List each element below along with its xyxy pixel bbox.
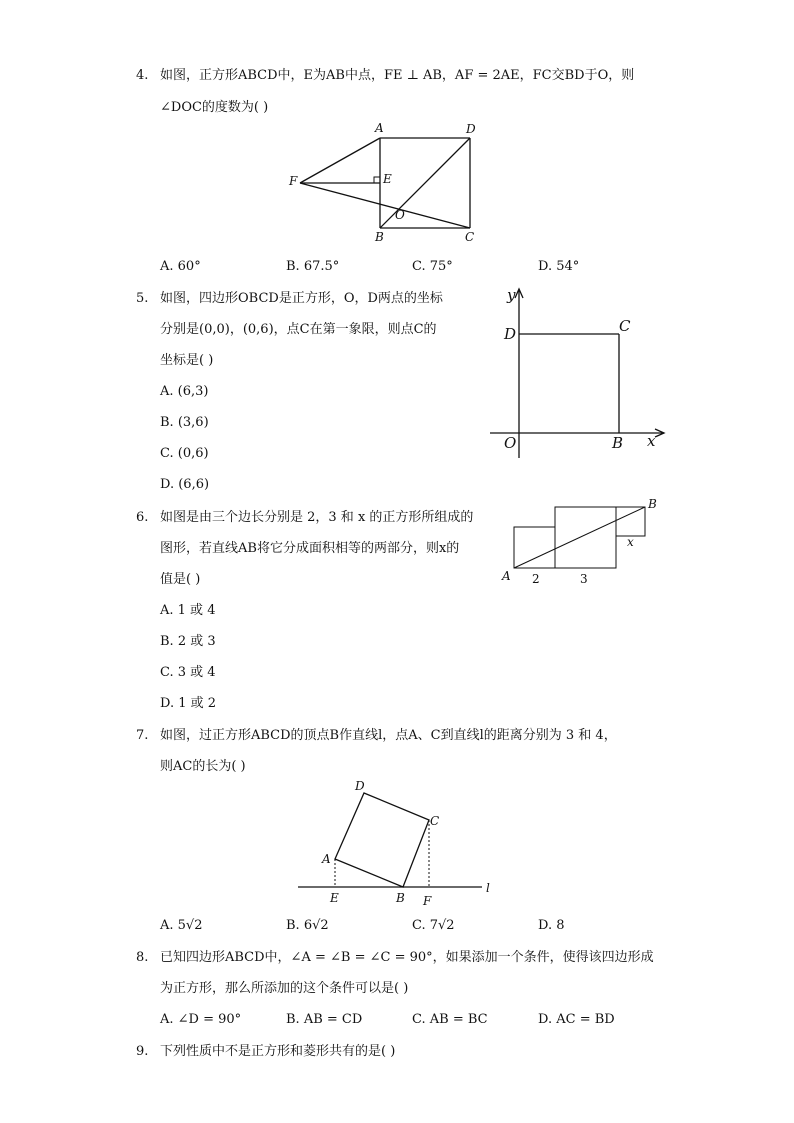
q5-option-c[interactable]: C. (0,6) bbox=[160, 446, 209, 461]
q5-stem-line3: 坐标是( ) bbox=[160, 353, 214, 368]
q5-label-x: x bbox=[647, 432, 656, 450]
q4-label-D: D bbox=[466, 122, 476, 136]
q7-stem-line1: 如图，过正方形ABCD的顶点B作直线l，点A、C到直线l的距离分别为 3 和 4， bbox=[160, 728, 617, 743]
q7-label-B: B bbox=[396, 891, 405, 905]
q9-number: 9. bbox=[136, 1044, 149, 1059]
q6-option-a[interactable]: A. 1 或 4 bbox=[160, 603, 216, 618]
q4-option-b[interactable]: B. 67.5° bbox=[286, 259, 340, 274]
q8-option-d[interactable]: D. AC = BD bbox=[538, 1012, 615, 1027]
q4-option-a[interactable]: A. 60° bbox=[160, 259, 201, 274]
q7-option-a[interactable]: A. 5√2 bbox=[160, 918, 203, 933]
q7-number: 7. bbox=[136, 728, 149, 743]
q9-stem-line1: 下列性质中不是正方形和菱形共有的是( ) bbox=[160, 1044, 396, 1059]
q5-stem-line2: 分别是(0,0)，(0,6)，点C在第一象限，则点C的 bbox=[160, 322, 437, 337]
q7-label-F: F bbox=[423, 894, 432, 908]
q6-number: 6. bbox=[136, 510, 149, 525]
q5-option-a[interactable]: A. (6,3) bbox=[160, 384, 209, 399]
q6-label-B: B bbox=[648, 497, 657, 511]
q8-stem-line2: 为正方形，那么所添加的这个条件可以是( ) bbox=[160, 981, 409, 996]
q8-option-b[interactable]: B. AB = CD bbox=[286, 1012, 363, 1027]
q4-option-d[interactable]: D. 54° bbox=[538, 259, 580, 274]
q4-label-A: A bbox=[375, 121, 384, 135]
q6-option-c[interactable]: C. 3 或 4 bbox=[160, 665, 216, 680]
q7-stem-line2: 则AC的长为( ) bbox=[160, 759, 246, 774]
q4-label-O: O bbox=[395, 208, 405, 222]
q4-stem-line2: ∠DOC的度数为( ) bbox=[160, 100, 269, 115]
q7-label-l: l bbox=[486, 881, 490, 895]
q4-number: 4. bbox=[136, 68, 149, 83]
q8-option-a[interactable]: A. ∠D = 90° bbox=[160, 1012, 242, 1027]
q8-option-c[interactable]: C. AB = BC bbox=[412, 1012, 488, 1027]
q7-square-ABCD bbox=[335, 793, 429, 887]
q6-option-d[interactable]: D. 1 或 2 bbox=[160, 696, 217, 711]
q7-label-A: A bbox=[322, 852, 331, 866]
q4-label-F: F bbox=[289, 174, 298, 188]
q6-stem-line1: 如图是由三个边长分别是 2，3 和 x 的正方形所组成的 bbox=[160, 510, 474, 525]
q5-label-D: D bbox=[504, 325, 517, 343]
q4-label-B: B bbox=[375, 230, 384, 244]
q8-stem-line1: 已知四边形ABCD中，∠A = ∠B = ∠C = 90°，如果添加一个条件，使得该四边形成 bbox=[160, 950, 654, 965]
q6-stem-line3: 值是( ) bbox=[160, 572, 201, 587]
q6-label-2: 2 bbox=[532, 572, 540, 586]
q7-label-D: D bbox=[355, 779, 365, 793]
q5-label-y: y bbox=[507, 286, 516, 304]
q5-number: 5. bbox=[136, 291, 149, 306]
q6-label-x: x bbox=[627, 535, 634, 549]
q6-option-b[interactable]: B. 2 或 3 bbox=[160, 634, 216, 649]
q4-stem-line1: 如图，正方形ABCD中，E为AB中点，FE ⊥ AB，AF = 2AE，FC交BD于O，则 bbox=[160, 68, 635, 83]
q7-option-b[interactable]: B. 6√2 bbox=[286, 918, 329, 933]
q5-stem-line1: 如图，四边形OBCD是正方形，O，D两点的坐标 bbox=[160, 291, 443, 306]
q5-label-C: C bbox=[619, 317, 631, 335]
q6-label-A: A bbox=[502, 569, 511, 583]
q4-label-E: E bbox=[383, 172, 392, 186]
q7-option-c[interactable]: C. 7√2 bbox=[412, 918, 455, 933]
q5-option-b[interactable]: B. (3,6) bbox=[160, 415, 209, 430]
q7-option-d[interactable]: D. 8 bbox=[538, 918, 565, 933]
q6-stem-line2: 图形，若直线AB将它分成面积相等的两部分，则x的 bbox=[160, 541, 460, 556]
q4-option-c[interactable]: C. 75° bbox=[412, 259, 453, 274]
q7-label-C: C bbox=[430, 814, 440, 828]
q6-label-3: 3 bbox=[580, 572, 588, 586]
q5-label-O: O bbox=[504, 434, 517, 452]
q4-label-C: C bbox=[465, 230, 475, 244]
q7-label-E: E bbox=[330, 891, 339, 905]
q8-number: 8. bbox=[136, 950, 149, 965]
q5-option-d[interactable]: D. (6,6) bbox=[160, 477, 210, 492]
q5-label-B: B bbox=[612, 434, 624, 452]
